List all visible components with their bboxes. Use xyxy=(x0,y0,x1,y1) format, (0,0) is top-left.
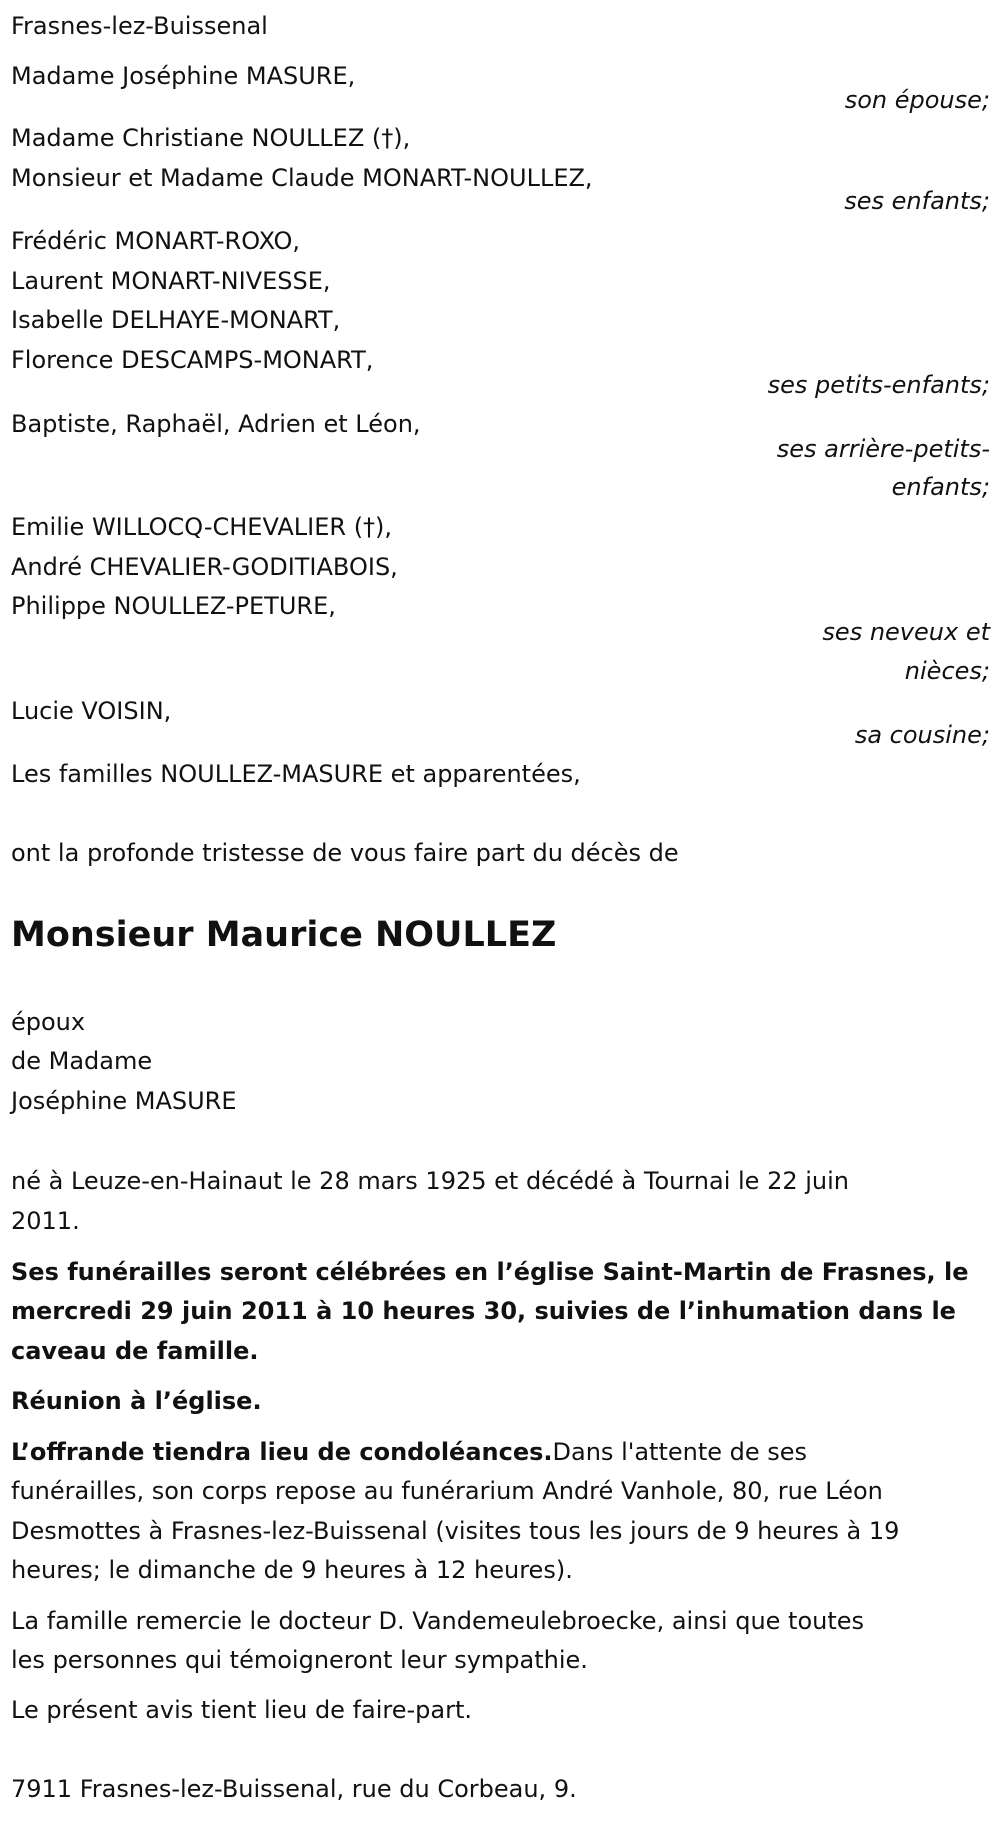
birth-death: 2011. xyxy=(11,1207,80,1235)
grandchild-name: Laurent MONART-NIVESSE, xyxy=(11,267,331,295)
notice: Le présent avis tient lieu de faire-part. xyxy=(11,1696,473,1724)
great-grandchildren-names: Baptiste, Raphaël, Adrien et Léon, xyxy=(11,410,421,438)
spouse-name: Madame Joséphine MASURE, xyxy=(11,62,356,90)
thanks-line: les personnes qui témoigneront leur sympathie. xyxy=(11,1646,588,1674)
offering-line xyxy=(11,1432,807,1472)
birth-death: né à Leuze-en-Hainaut le 28 mars 1925 et décédé à Tournai le 22 juin xyxy=(11,1167,849,1195)
relation-grandchildren: ses petits-enfants; xyxy=(767,371,990,399)
relation-great-grandchildren: ses arrière-petits- xyxy=(776,435,990,463)
funeral-line: caveau de famille. xyxy=(11,1337,259,1365)
child-name: Madame Christiane NOULLEZ (†), xyxy=(11,124,411,152)
spouse-line: Joséphine MASURE xyxy=(11,1087,237,1115)
relation-children: ses enfants; xyxy=(844,187,990,215)
families-line: Les familles NOULLEZ-MASURE et apparentées, xyxy=(11,760,581,788)
relation-nephews: ses neveux et xyxy=(822,618,990,646)
offering-line: Desmottes à Frasnes-lez-Buissenal (visites tous les jours de 9 heures à 19 xyxy=(11,1517,900,1545)
cousin-name: Lucie VOISIN, xyxy=(11,697,172,725)
offering-rest: Dans l'attente de ses xyxy=(552,1438,808,1466)
nephew-name: Emilie WILLOCQ-CHEVALIER (†), xyxy=(11,513,393,541)
offering-line: heures; le dimanche de 9 heures à 12 heures). xyxy=(11,1556,573,1584)
grandchild-name: Florence DESCAMPS-MONART, xyxy=(11,346,374,374)
offering-bold: L’offrande tiendra lieu de condoléances. xyxy=(11,1438,553,1466)
child-name: Monsieur et Madame Claude MONART-NOULLEZ, xyxy=(11,164,593,192)
spouse-line: époux xyxy=(11,1008,86,1036)
funeral-line: mercredi 29 juin 2011 à 10 heures 30, suivies de l’inhumation dans le xyxy=(11,1297,956,1325)
locality: Frasnes-lez-Buissenal xyxy=(11,12,268,40)
deceased-name: Monsieur Maurice NOULLEZ xyxy=(11,915,557,955)
relation-cousin: sa cousine; xyxy=(854,721,990,749)
relation-nephews-cont: nièces; xyxy=(904,657,990,685)
thanks-line: La famille remercie le docteur D. Vandemeulebroecke, ainsi que toutes xyxy=(11,1607,865,1635)
funeral-line: Ses funérailles seront célébrées en l’église Saint-Martin de Frasnes, le xyxy=(11,1258,969,1286)
nephew-name: André CHEVALIER-GODITIABOIS, xyxy=(11,553,398,581)
address: 7911 Frasnes-lez-Buissenal, rue du Corbeau, 9. xyxy=(11,1775,577,1803)
meeting-place: Réunion à l’église. xyxy=(11,1387,262,1415)
grandchild-name: Isabelle DELHAYE-MONART, xyxy=(11,306,341,334)
offering-line: funérailles, son corps repose au funérarium André Vanhole, 80, rue Léon xyxy=(11,1477,883,1505)
nephew-name: Philippe NOULLEZ-PETURE, xyxy=(11,592,336,620)
spouse-line: de Madame xyxy=(11,1047,153,1075)
relation-great-grandchildren-cont: enfants; xyxy=(891,473,990,501)
relation-spouse: son épouse; xyxy=(844,86,990,114)
announcement: ont la profonde tristesse de vous faire part du décès de xyxy=(11,839,679,867)
grandchild-name: Frédéric MONART-ROXO, xyxy=(11,227,300,255)
